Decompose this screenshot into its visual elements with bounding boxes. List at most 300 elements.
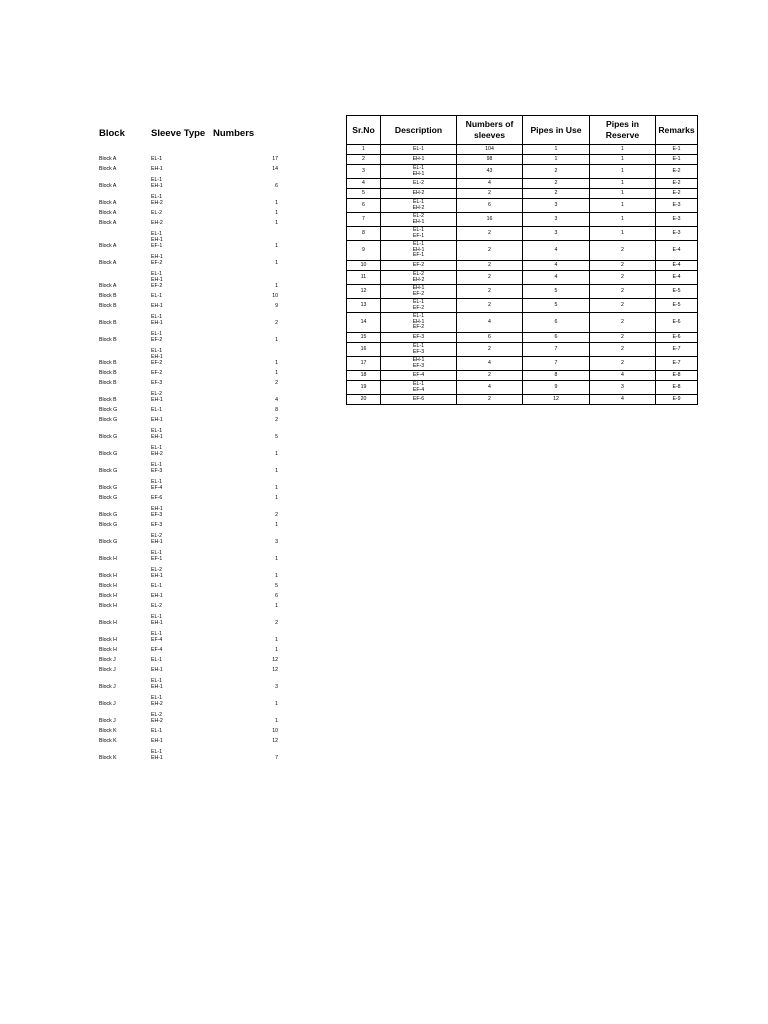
cell-pipes-in-reserve: 2 [590,333,656,343]
row-block: Block G [99,451,118,457]
sleeve-list-row [98,695,288,707]
row-number: 4 [275,397,278,403]
row-number: 1 [275,468,278,474]
row-sleeve-types [151,331,162,343]
row-number: 1 [275,200,278,206]
cell-pipes-in-reserve: 2 [590,241,656,261]
row-number: 12 [272,667,278,673]
row-number: 1 [275,337,278,343]
cell-pipes-in-use: 2 [523,179,590,189]
sleeve-list-row [98,391,288,403]
row-block: Block J [99,718,116,724]
row-sleeve-type: EH-1 [151,684,163,690]
row-sleeve-type: EH-1 [151,254,163,260]
row-sleeve-type: EL-1 [151,657,162,663]
description-line: EF-4 [412,386,425,393]
row-block: Block H [99,647,117,653]
row-sleeve-type: EF-3 [151,380,163,386]
row-sleeve-type: EH-1 [151,738,163,744]
row-number: 1 [275,220,278,226]
row-block: Block J [99,684,116,690]
row-sleeve-type: EH-2 [151,451,163,457]
description-line: EF-2 [412,290,425,297]
row-block: Block A [99,210,117,216]
row-number: 1 [275,603,278,609]
row-sleeve-type: EH-1 [151,593,163,599]
row-sleeve-type: EF-4 [151,647,163,653]
row-block: Block G [99,522,118,528]
sleeve-list-row [98,728,288,734]
row-sleeve-type: EL-1 [151,583,162,589]
row-number: 1 [275,260,278,266]
cell-pipes-in-reserve: 1 [590,189,656,199]
cell-description [381,333,457,343]
row-sleeve-types [151,314,163,326]
row-number: 10 [272,728,278,734]
cell-pipes-in-use: 5 [523,285,590,299]
row-block: Block A [99,156,117,162]
cell-sr-no: 20 [347,395,381,405]
cell-sr-no: 11 [347,271,381,285]
row-sleeve-types [151,749,163,761]
sleeve-list-row [98,177,288,189]
row-sleeve-type: EL-1 [151,407,162,413]
cell-numbers-of-sleeves: 2 [457,189,523,199]
cell-description [381,179,457,189]
cell-numbers-of-sleeves: 16 [457,213,523,227]
table-row [347,155,698,165]
description-line: EL-1 [413,241,424,248]
row-number: 1 [275,573,278,579]
row-sleeve-type: EH-1 [151,397,163,403]
sleeve-list-row [98,593,288,599]
cell-numbers-of-sleeves: 104 [457,145,523,155]
cell-pipes-in-use: 4 [523,241,590,261]
cell-sr-no: 4 [347,179,381,189]
description-line: EL-1 [413,227,424,234]
description-line: EF-1 [412,252,425,259]
table-row [347,299,698,313]
table-row [347,371,698,381]
row-sleeve-types [151,271,163,289]
sleeve-list-row [98,231,288,249]
cell-remarks: E-4 [656,261,698,271]
row-number: 7 [275,755,278,761]
description-line: EL-2 [413,271,424,278]
row-sleeve-types [151,194,163,206]
row-number: 17 [272,156,278,162]
cell-numbers-of-sleeves: 4 [457,179,523,189]
row-number: 3 [275,539,278,545]
row-number: 1 [275,360,278,366]
sleeve-list-row [98,712,288,724]
row-sleeve-types [151,738,163,744]
sleeve-list-row [98,667,288,673]
description-line: EF-2 [412,304,425,311]
table-row [347,285,698,299]
row-sleeve-types [151,231,163,249]
cell-remarks: E-6 [656,313,698,333]
table-row [347,261,698,271]
sleeve-list-row [98,614,288,626]
description-line: EL-2 [413,179,424,186]
table-row [347,381,698,395]
row-sleeve-types [151,370,162,376]
row-sleeve-type: EF-4 [151,485,163,491]
cell-pipes-in-reserve: 3 [590,381,656,395]
description-line: EF-3 [412,333,425,340]
row-sleeve-types [151,210,162,216]
column-header-remarks: Remarks [656,116,698,145]
row-sleeve-types [151,177,163,189]
cell-description [381,199,457,213]
row-sleeve-type: EH-1 [151,434,163,440]
column-header-pipes-in-use: Pipes in Use [523,116,590,145]
row-sleeve-type: EH-2 [151,718,163,724]
row-sleeve-type: EL-1 [151,156,162,162]
sleeve-list-row [98,370,288,376]
cell-remarks: E-2 [656,189,698,199]
cell-sr-no: 6 [347,199,381,213]
cell-pipes-in-reserve: 2 [590,271,656,285]
cell-numbers-of-sleeves: 2 [457,227,523,241]
description-line: EF-3 [412,362,425,369]
sleeve-list-row [98,631,288,643]
sleeve-list-row [98,495,288,501]
row-sleeve-type: EH-2 [151,200,163,206]
sleeve-list-row [98,428,288,440]
row-sleeve-type: EL-1 [151,177,162,183]
cell-pipes-in-use: 7 [523,343,590,357]
row-sleeve-type: EF-1 [151,243,163,249]
row-sleeve-types [151,428,163,440]
sleeve-list-row [98,506,288,518]
cell-numbers-of-sleeves: 4 [457,357,523,371]
cell-remarks: E-5 [656,299,698,313]
cell-sr-no: 8 [347,227,381,241]
row-number: 1 [275,243,278,249]
row-sleeve-type: EH-1 [151,354,163,360]
cell-sr-no: 13 [347,299,381,313]
row-number: 2 [275,320,278,326]
row-sleeve-type: EH-1 [151,620,163,626]
cell-pipes-in-reserve: 2 [590,299,656,313]
row-sleeve-type: EH-1 [151,755,163,761]
description-line: EH-1 [412,357,425,364]
row-number: 1 [275,701,278,707]
sleeve-list-row [98,380,288,386]
cell-sr-no: 19 [347,381,381,395]
cell-sr-no: 5 [347,189,381,199]
cell-remarks: E-1 [656,155,698,165]
row-number: 6 [275,183,278,189]
cell-remarks: E-8 [656,381,698,395]
row-sleeve-types [151,303,163,309]
cell-pipes-in-reserve: 4 [590,395,656,405]
row-sleeve-type: EL-1 [151,631,162,637]
cell-pipes-in-reserve: 2 [590,343,656,357]
cell-pipes-in-reserve: 1 [590,165,656,179]
cell-description [381,165,457,179]
row-number: 1 [275,370,278,376]
row-sleeve-type: EL-1 [151,348,162,354]
row-sleeve-types [151,614,163,626]
cell-numbers-of-sleeves: 2 [457,271,523,285]
sleeve-list-row [98,293,288,299]
row-sleeve-types [151,712,163,724]
row-block: Block J [99,657,116,663]
description-line: EF-2 [412,324,425,331]
row-sleeve-types [151,567,163,579]
row-sleeve-type: EH-1 [151,183,163,189]
row-number: 1 [275,283,278,289]
cell-pipes-in-use: 4 [523,261,590,271]
row-sleeve-type: EL-1 [151,550,162,556]
cell-numbers-of-sleeves: 98 [457,155,523,165]
header-sleeve-type: Sleeve Type [151,128,206,139]
description-line: EL-1 [413,299,424,306]
cell-description [381,313,457,333]
cell-pipes-in-use: 2 [523,189,590,199]
row-number: 9 [275,303,278,309]
cell-description [381,145,457,155]
pipes-table-header-row [347,116,698,145]
header-block: Block [99,128,125,139]
row-sleeve-type: EL-1 [151,314,162,320]
cell-sr-no: 9 [347,241,381,261]
column-header-sr-no: Sr.No [347,116,381,145]
cell-pipes-in-reserve: 1 [590,179,656,189]
row-number: 2 [275,380,278,386]
row-number: 5 [275,434,278,440]
row-sleeve-type: EF-1 [151,556,163,562]
description-line: EL-1 [413,381,424,388]
cell-pipes-in-use: 12 [523,395,590,405]
description-line: EF-6 [412,395,425,402]
cell-remarks: E-3 [656,213,698,227]
row-sleeve-types [151,254,163,266]
sleeve-list-row [98,647,288,653]
row-sleeve-type: EL-1 [151,614,162,620]
cell-pipes-in-use: 6 [523,313,590,333]
row-sleeve-type: EH-1 [151,303,163,309]
cell-pipes-in-reserve: 1 [590,199,656,213]
row-number: 1 [275,522,278,528]
cell-numbers-of-sleeves: 2 [457,285,523,299]
row-sleeve-type: EL-1 [151,194,162,200]
row-sleeve-type: EH-1 [151,506,163,512]
row-block: Block H [99,573,117,579]
cell-numbers-of-sleeves: 43 [457,165,523,179]
row-sleeve-type: EH-1 [151,667,163,673]
row-sleeve-type: EH-1 [151,539,163,545]
row-number: 1 [275,718,278,724]
row-number: 2 [275,512,278,518]
row-block: Block H [99,637,117,643]
cell-pipes-in-use: 3 [523,199,590,213]
row-block: Block A [99,260,117,266]
row-sleeve-type: EF-2 [151,337,163,343]
row-sleeve-type: EF-3 [151,468,163,474]
sleeve-list-row [98,314,288,326]
row-sleeve-type: EH-1 [151,277,163,283]
row-block: Block B [99,370,117,376]
cell-pipes-in-use: 7 [523,357,590,371]
description-line: EF-1 [412,232,425,239]
cell-pipes-in-reserve: 2 [590,357,656,371]
row-sleeve-types [151,522,162,528]
cell-pipes-in-use: 8 [523,371,590,381]
table-row [347,333,698,343]
table-row [347,395,698,405]
cell-pipes-in-use: 4 [523,271,590,285]
cell-remarks: E-3 [656,199,698,213]
row-block: Block G [99,417,118,423]
row-sleeve-types [151,603,162,609]
row-sleeve-type: EF-2 [151,260,163,266]
row-sleeve-types [151,445,163,457]
row-sleeve-types [151,657,162,663]
description-line: EF-3 [412,348,425,355]
cell-numbers-of-sleeves: 6 [457,199,523,213]
cell-pipes-in-use: 3 [523,227,590,241]
cell-description [381,285,457,299]
sleeve-list-row [98,567,288,579]
row-block: Block B [99,397,117,403]
description-line: EH-1 [412,170,425,177]
row-number: 2 [275,417,278,423]
row-sleeve-type: EH-1 [151,417,163,423]
row-block: Block G [99,512,118,518]
table-row [347,313,698,333]
description-line: EL-1 [413,199,424,206]
sleeve-list-row [98,271,288,289]
cell-remarks: E-2 [656,165,698,179]
row-block: Block B [99,320,117,326]
row-sleeve-type: EL-1 [151,331,162,337]
table-row [347,271,698,285]
pipes-table-body [347,145,698,405]
row-sleeve-type: EH-1 [151,573,163,579]
row-sleeve-types [151,550,162,562]
sleeve-list-row [98,417,288,423]
row-number: 10 [272,293,278,299]
row-block: Block B [99,360,117,366]
row-sleeve-type: EF-2 [151,283,163,289]
sleeve-list-row [98,445,288,457]
row-sleeve-type: EL-1 [151,728,162,734]
cell-sr-no: 16 [347,343,381,357]
cell-pipes-in-use: 3 [523,213,590,227]
cell-pipes-in-reserve: 2 [590,261,656,271]
row-sleeve-types [151,293,162,299]
row-number: 1 [275,556,278,562]
sleeve-list-row [98,603,288,609]
row-number: 6 [275,593,278,599]
description-line: EH-1 [412,318,425,325]
cell-pipes-in-reserve: 2 [590,313,656,333]
table-row [347,145,698,155]
sleeve-list-row [98,254,288,266]
sleeve-list-row [98,479,288,491]
row-number: 12 [272,657,278,663]
sleeve-list-row [98,156,288,162]
table-row [347,241,698,261]
cell-description [381,155,457,165]
row-sleeve-types [151,678,163,690]
row-sleeve-type: EL-1 [151,271,162,277]
description-line: EH-1 [412,155,425,162]
cell-pipes-in-reserve: 1 [590,155,656,165]
row-block: Block B [99,293,117,299]
cell-sr-no: 18 [347,371,381,381]
row-sleeve-type: EL-1 [151,678,162,684]
row-sleeve-types [151,495,162,501]
sleeve-list-row [98,303,288,309]
cell-pipes-in-use: 1 [523,155,590,165]
row-block: Block G [99,495,118,501]
row-sleeve-type: EL-2 [151,210,162,216]
row-sleeve-types [151,593,163,599]
description-line: EL-1 [413,145,424,152]
cell-description [381,343,457,357]
cell-sr-no: 17 [347,357,381,371]
cell-remarks: E-4 [656,271,698,285]
cell-pipes-in-use: 1 [523,145,590,155]
description-line: EH-1 [412,246,425,253]
description-line: EF-2 [412,261,425,268]
cell-numbers-of-sleeves: 4 [457,381,523,395]
cell-remarks: E-2 [656,179,698,189]
row-block: Block K [99,755,117,761]
table-row [347,343,698,357]
cell-description [381,241,457,261]
description-line: EH-1 [412,218,425,225]
row-sleeve-types [151,695,163,707]
cell-description [381,371,457,381]
row-sleeve-type: EL-1 [151,293,162,299]
cell-numbers-of-sleeves: 6 [457,333,523,343]
row-block: Block G [99,468,118,474]
cell-sr-no: 10 [347,261,381,271]
cell-sr-no: 14 [347,313,381,333]
cell-sr-no: 12 [347,285,381,299]
row-sleeve-type: EF-3 [151,522,163,528]
cell-description [381,395,457,405]
pipes-table-head [347,116,698,145]
sleeve-list-row [98,749,288,761]
cell-numbers-of-sleeves: 2 [457,343,523,357]
description-line: EF-4 [412,371,425,378]
column-header-description: Description [381,116,457,145]
cell-remarks: E-9 [656,395,698,405]
sleeve-list-row [98,522,288,528]
sleeve-list-row [98,331,288,343]
table-row [347,179,698,189]
header-numbers: Numbers [213,128,255,139]
row-sleeve-type: EH-2 [151,220,163,226]
cell-pipes-in-use: 9 [523,381,590,395]
cell-pipes-in-use: 5 [523,299,590,313]
row-block: Block H [99,556,117,562]
sleeve-list-row [98,407,288,413]
row-block: Block G [99,539,118,545]
row-number: 1 [275,451,278,457]
cell-description [381,381,457,395]
description-line: EH-2 [412,276,425,283]
row-sleeve-type: EF-2 [151,370,163,376]
cell-numbers-of-sleeves: 2 [457,299,523,313]
